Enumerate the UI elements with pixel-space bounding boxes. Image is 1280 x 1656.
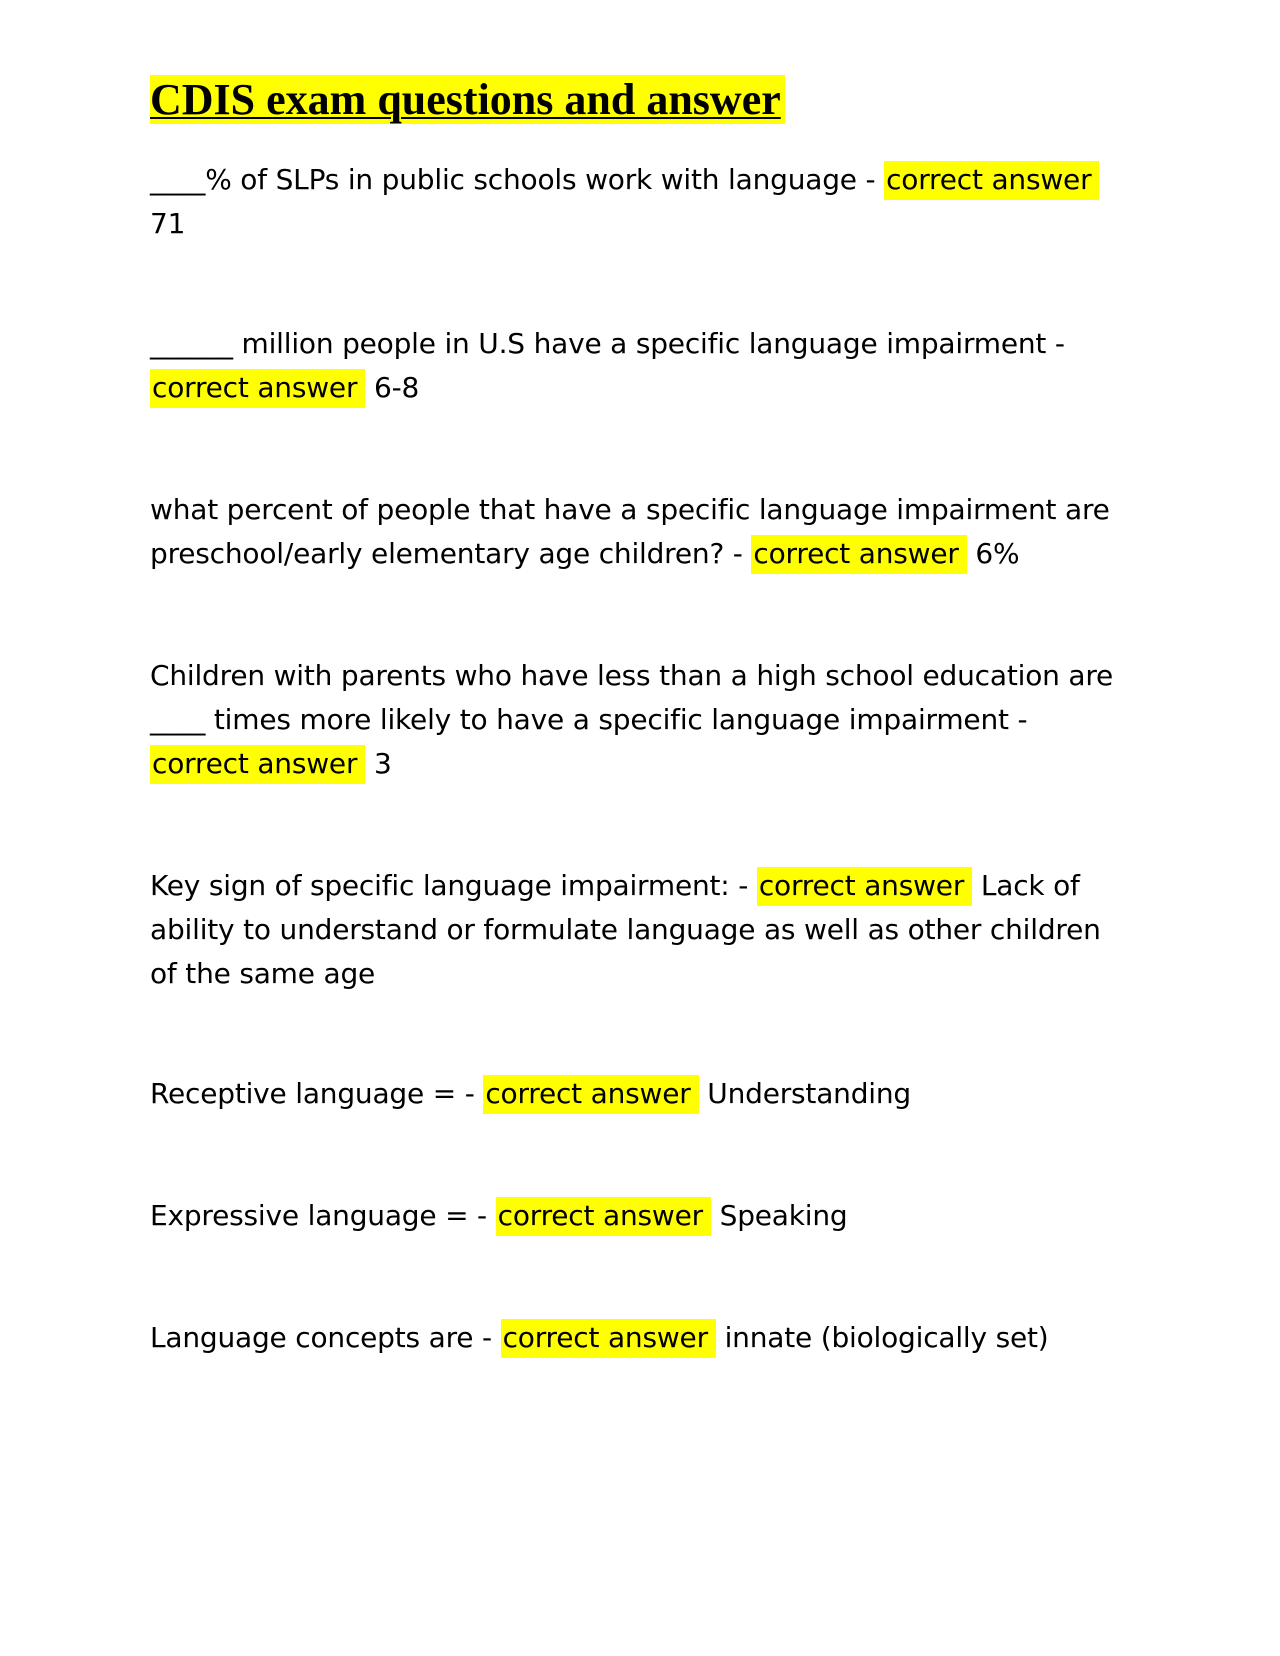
answer-text: Understanding	[707, 1077, 911, 1110]
qa-item-5	[150, 864, 1130, 996]
qa-item-6	[150, 1072, 1130, 1116]
title-highlight: CDIS exam questions and answer	[150, 75, 785, 124]
document-title	[150, 72, 785, 128]
qa-item-3	[150, 488, 1130, 576]
correct-answer-marker: correct answer	[884, 161, 1099, 200]
question-text: Language concepts are -	[150, 1321, 501, 1354]
qa-item-1	[150, 158, 1130, 246]
question-text: ______ million people in U.S have a specific language impairment -	[150, 327, 1065, 360]
answer-text: 6-8	[373, 371, 420, 404]
correct-answer-marker: correct answer	[751, 535, 966, 574]
correct-answer-marker: correct answer	[496, 1197, 711, 1236]
question-text: Expressive language = -	[150, 1199, 496, 1232]
correct-answer-marker: correct answer	[757, 867, 972, 906]
correct-answer-marker: correct answer	[150, 369, 365, 408]
answer-text: 6%	[975, 537, 1020, 570]
answer-text: innate (biologically set)	[724, 1321, 1049, 1354]
qa-item-4	[150, 654, 1130, 786]
answer-text: Lack of ability to understand or formulate language as well as other children of the same age	[150, 869, 1101, 990]
question-text: Children with parents who have less than a high school education are ____ times more likely to have a specific language impairment -	[150, 659, 1114, 736]
qa-item-2	[150, 322, 1130, 410]
correct-answer-marker: correct answer	[501, 1319, 716, 1358]
answer-text: 71	[150, 207, 186, 240]
answer-text: Speaking	[719, 1199, 848, 1232]
question-text: Key sign of specific language impairment: -	[150, 869, 757, 902]
question-text: ____% of SLPs in public schools work with language -	[150, 163, 885, 196]
answer-text: 3	[373, 747, 392, 780]
qa-item-7	[150, 1194, 1130, 1238]
question-text: what percent of people that have a specific language impairment are preschool/early elementary age children? -	[150, 493, 1110, 570]
correct-answer-marker: correct answer	[150, 745, 365, 784]
question-text: Receptive language = -	[150, 1077, 484, 1110]
correct-answer-marker: correct answer	[483, 1075, 698, 1114]
qa-item-8	[150, 1316, 1130, 1360]
